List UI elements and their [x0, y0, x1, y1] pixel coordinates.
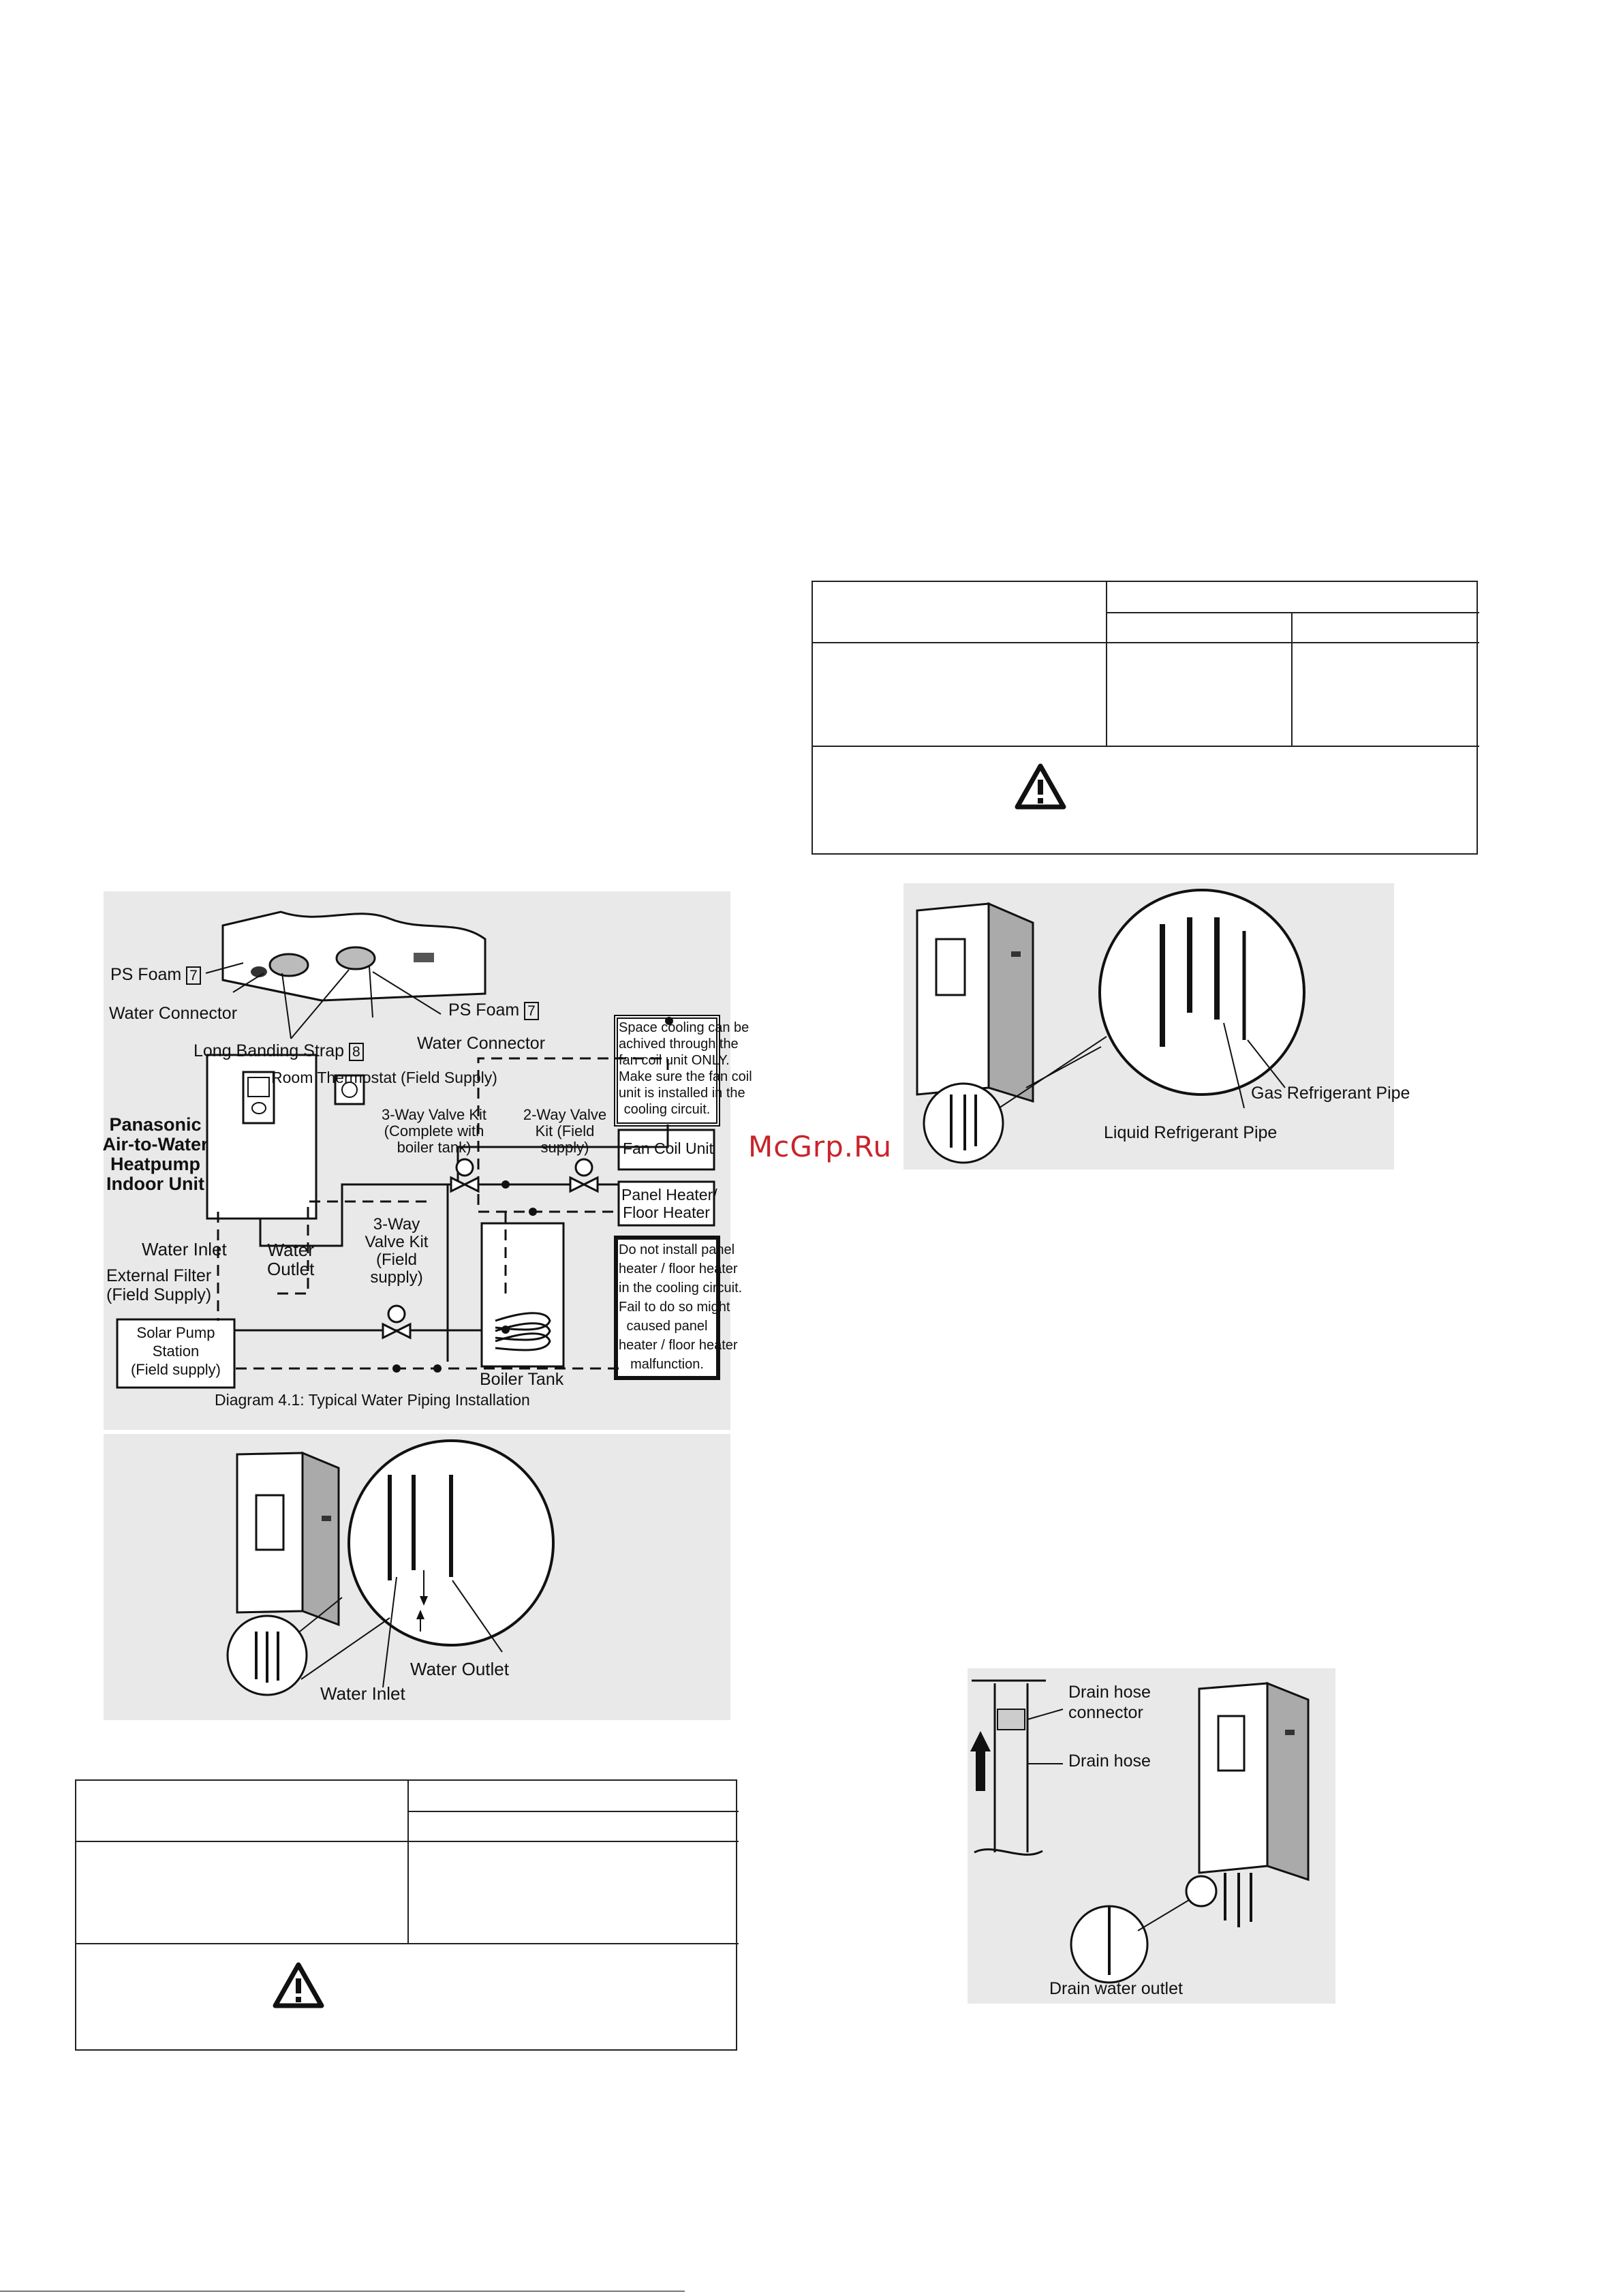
- ps-foam-right-label: PS Foam 7: [448, 1000, 539, 1020]
- water-connection-figure: [104, 1434, 730, 1720]
- panel-heater-label: Panel Heater/ Floor Heater: [621, 1186, 717, 1221]
- external-filter-label: External Filter (Field Supply): [106, 1266, 212, 1304]
- space-cooling-note: Space cooling can be achived through the fan coil unit ONLY. Make sure the fan coil unit is installed in the cooling circuit.: [619, 1020, 752, 1117]
- two-way-kit-label: 2-Way Valve Kit (Field supply): [523, 1106, 607, 1156]
- torque-table-left: [75, 1779, 737, 2051]
- long-banding-strap-label: Long Banding Strap 8: [194, 1041, 364, 1061]
- water-connector-right-label: Water Connector: [417, 1034, 546, 1053]
- three-way-field-label: 3-Way Valve Kit (Field supply): [365, 1215, 429, 1287]
- gas-refrigerant-pipe-label: Gas Refrigerant Pipe: [1251, 1084, 1410, 1103]
- warning-icon: [1015, 763, 1066, 811]
- fan-coil-unit-label: Fan Coil Unit: [623, 1139, 713, 1157]
- solar-pump-label: Solar Pump Station (Field supply): [130, 1324, 221, 1378]
- water-outlet-label: Water Outlet: [410, 1659, 509, 1679]
- diagram-caption: Diagram 4.1: Typical Water Piping Installation: [215, 1391, 530, 1409]
- boiler-tank-label: Boiler Tank: [480, 1370, 564, 1389]
- water-piping-diagram: [102, 891, 752, 1430]
- footer-rule: [0, 2291, 685, 2292]
- water-inlet-label: Water Inlet: [320, 1683, 405, 1704]
- water-outlet-label: Water Outlet: [267, 1240, 315, 1279]
- torque-table-right: [812, 581, 1478, 855]
- drain-hose-drawing: [968, 1668, 1335, 2004]
- drain-hose-connector-label: Drain hose connector: [1068, 1683, 1151, 1722]
- warning-icon: [273, 1962, 324, 2010]
- do-not-install-note: Do not install panel heater / floor heater in the cooling circuit. Fail to do so might caused panel heater / floor heater malfunction.: [619, 1242, 743, 1372]
- ps-foam-left-label: PS Foam 7: [110, 965, 201, 985]
- water-inlet-label: Water Inlet: [142, 1239, 227, 1259]
- drain-hose-figure: [968, 1668, 1335, 2004]
- drain-water-outlet-label: Drain water outlet: [1049, 1979, 1183, 1998]
- drain-hose-label: Drain hose: [1068, 1751, 1151, 1771]
- liquid-refrigerant-pipe-label: Liquid Refrigerant Pipe: [1104, 1123, 1278, 1142]
- refrigerant-pipe-figure: [903, 883, 1410, 1169]
- three-way-kit-label: 3-Way Valve Kit (Complete with boiler tank): [381, 1106, 487, 1156]
- water-connector-left-label: Water Connector: [109, 1004, 238, 1023]
- watermark: McGrp.Ru: [748, 1130, 893, 1163]
- indoor-unit-label: Panasonic Air-to-Water Heatpump Indoor Unit: [102, 1114, 208, 1194]
- ps-foam-number: 7: [186, 966, 201, 985]
- room-thermostat-label: Room Thermostat (Field Supply): [271, 1069, 497, 1086]
